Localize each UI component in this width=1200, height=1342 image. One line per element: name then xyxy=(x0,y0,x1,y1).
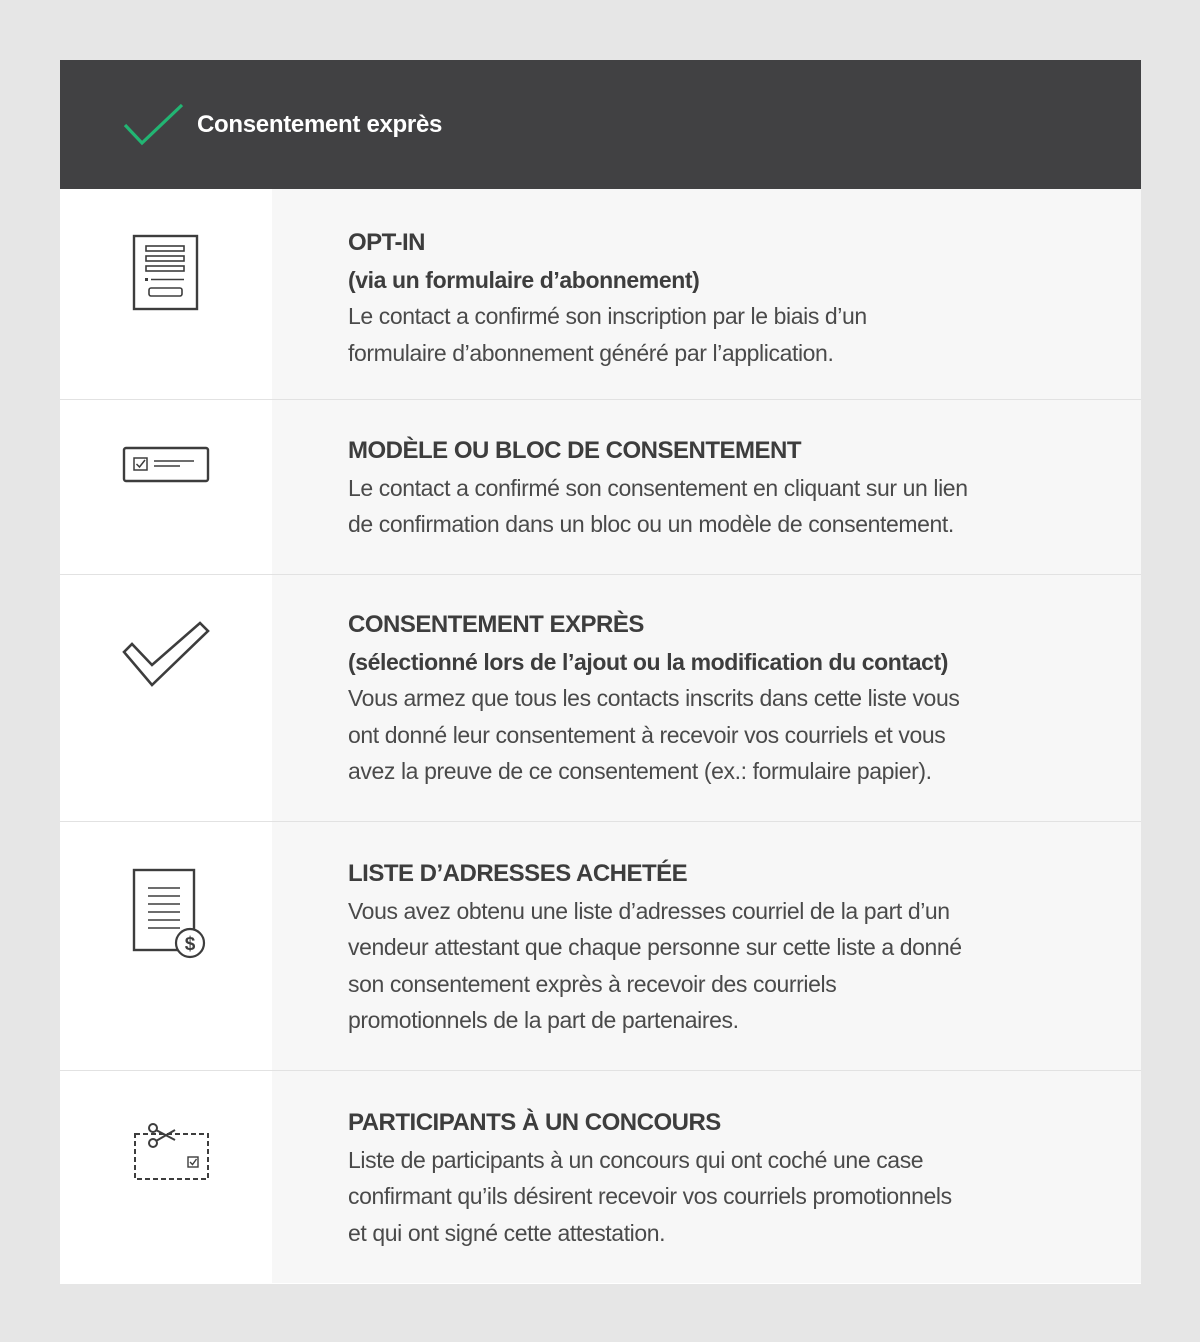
consent-card xyxy=(60,60,1141,1284)
row-description-line: ont donné leur consentement à recevoir vos courriels et vous xyxy=(348,721,946,748)
consent-row-express-consent xyxy=(60,574,1141,821)
row-description-line: vendeur attestant que chaque personne sur cette liste a donné xyxy=(348,934,962,960)
row-description-line: de confirmation dans un bloc ou un modèle de consentement. xyxy=(348,511,954,537)
green-checkmark-icon xyxy=(123,101,185,149)
row-title: CONSENTEMENT EXPRÈS xyxy=(348,611,644,638)
consent-row-opt-in xyxy=(60,189,1141,399)
row-title: OPT-IN xyxy=(348,229,426,256)
row-description-line: avez la preuve de ce consentement (ex.: formulaire papier). xyxy=(348,758,932,784)
contest-coupon-scissors-icon xyxy=(132,1116,212,1182)
row-subtitle: (via un formulaire d’abonnement) xyxy=(348,266,700,293)
purchased-list-dollar-icon xyxy=(132,868,208,960)
row-title: PARTICIPANTS À UN CONCOURS xyxy=(348,1109,721,1136)
card-header xyxy=(60,60,1141,189)
row-description-line: confirmant qu’ils désirent recevoir vos courriels promotionnels xyxy=(348,1183,952,1209)
row-description-line: Le contact a confirmé son consentement en cliquant sur un lien xyxy=(348,474,968,501)
row-title: LISTE D’ADRESSES ACHETÉE xyxy=(348,860,688,887)
consent-row-contest xyxy=(60,1070,1141,1283)
row-description-line: Vous armez que tous les contacts inscrits dans cette liste vous xyxy=(348,685,960,711)
row-description-line: Le contact a confirmé son inscription par le biais d’un xyxy=(348,303,867,329)
consent-row-purchased-list xyxy=(60,821,1141,1070)
row-description-line: Liste de participants à un concours qui ont coché une case xyxy=(348,1146,924,1173)
consent-row-consent-block xyxy=(60,399,1141,574)
row-description-line: promotionnels de la part de partenaires. xyxy=(348,1007,739,1033)
row-description-line: formulaire d’abonnement généré par l’application. xyxy=(348,339,834,366)
consent-block-icon xyxy=(122,446,212,484)
row-description-line: son consentement exprès à recevoir des courriels xyxy=(348,970,837,997)
header-title: Consentement exprès xyxy=(197,110,443,138)
row-description-line: Vous avez obtenu une liste d’adresses courriel de la part d’un xyxy=(348,897,950,924)
row-subtitle: (sélectionné lors de l’ajout ou la modification du contact) xyxy=(348,648,949,675)
row-title: MODÈLE OU BLOC DE CONSENTEMENT xyxy=(348,437,802,464)
checkmark-icon xyxy=(122,621,212,689)
form-document-icon xyxy=(132,234,200,312)
row-description-line: et qui ont signé cette attestation. xyxy=(348,1219,666,1246)
svg-text:$: $ xyxy=(184,934,196,955)
